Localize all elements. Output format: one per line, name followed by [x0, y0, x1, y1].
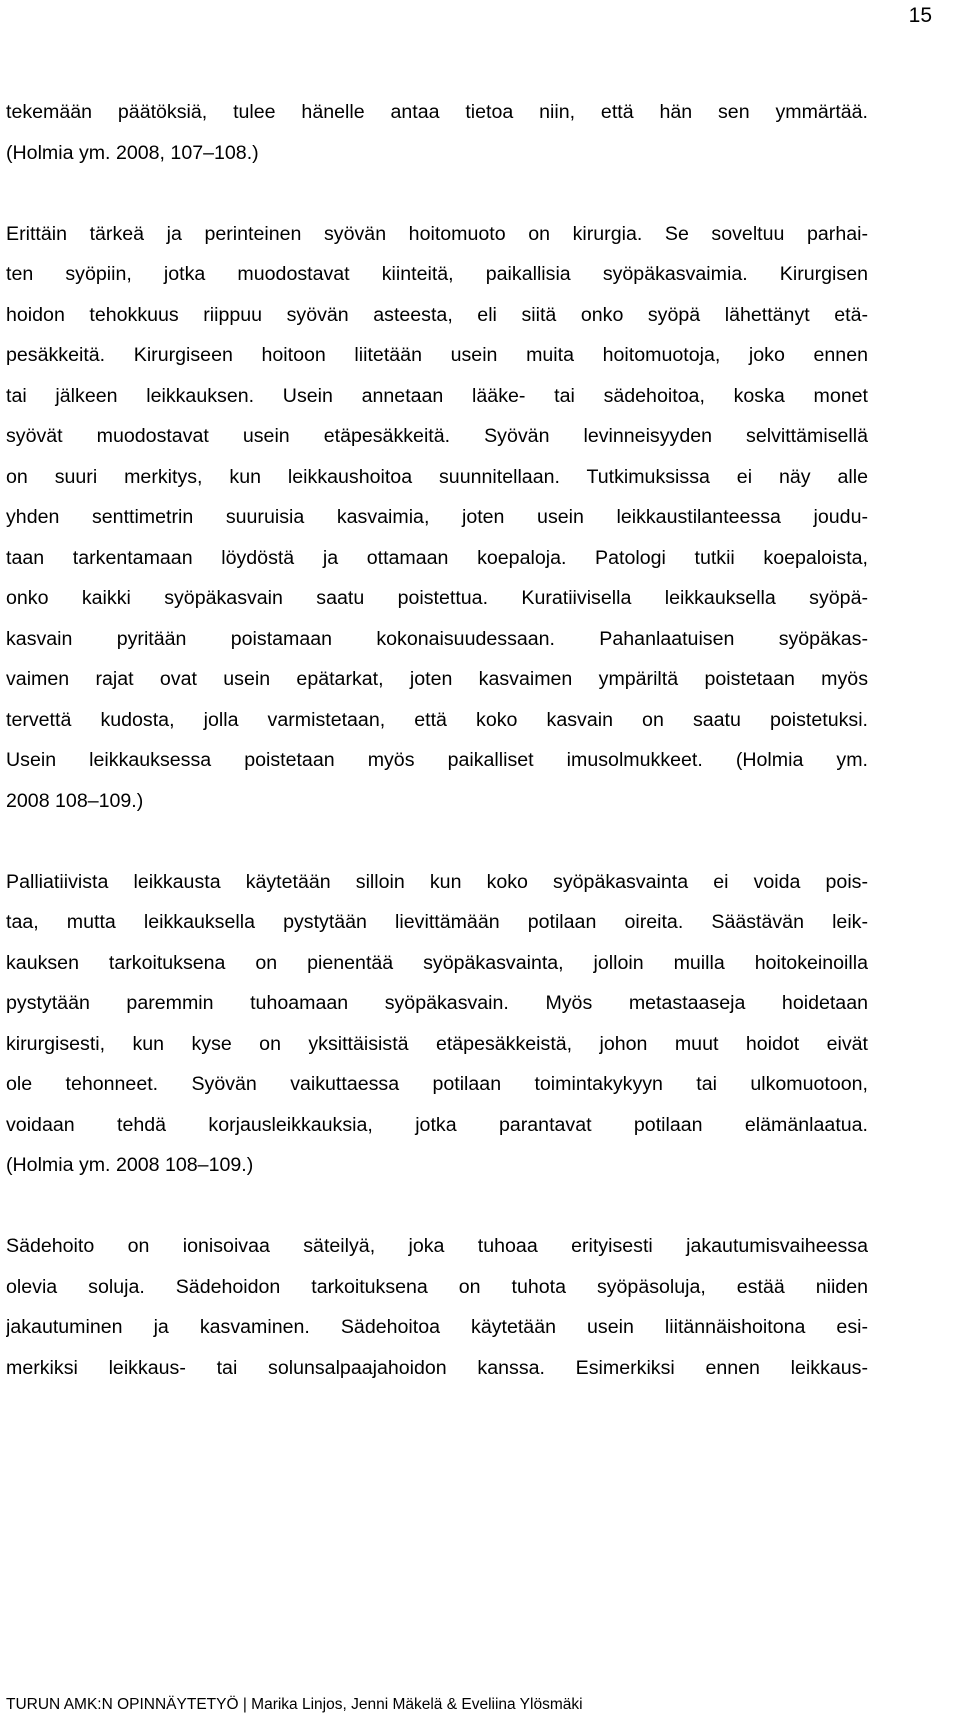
text-line: jakautuminen ja kasvaminen. Sädehoitoa käytetään usein liitännäishoitona esi-	[6, 1316, 868, 1338]
text-line: ten syöpiin, jotka muodostavat kiinteitä, paikallisia syöpäkasvaimia. Kirurgisen	[6, 263, 868, 285]
text-line: Sädehoito on ionisoivaa säteilyä, joka tuhoaa erityisesti jakautumisvaiheessa	[6, 1235, 868, 1257]
text-line: taa, mutta leikkauksella pystytään lievittämään potilaan oireita. Säästävän leik-	[6, 911, 868, 933]
paragraph	[6, 1226, 868, 1388]
text-line: tai jälkeen leikkauksen. Usein annetaan lääke- tai sädehoitoa, koska monet	[6, 384, 868, 407]
text-line: Usein leikkauksessa poistetaan myös paikalliset imusolmukkeet. (Holmia ym.	[6, 749, 868, 771]
text-line: on suuri merkitys, kun leikkaushoitoa suunnitellaan. Tutkimuksissa ei näy alle	[6, 465, 868, 488]
paragraph-gap	[6, 1186, 868, 1227]
text-line: onko kaikki syöpäkasvain saatu poistettua. Kuratiivisella leikkauksella syöpä-	[6, 587, 868, 609]
text-line: 2008 108–109.)	[6, 789, 144, 812]
text-line: pesäkkeitä. Kirurgiseen hoitoon liitetään usein muita hoitomuotoja, joko ennen	[6, 344, 868, 366]
text-line: ole tehonneet. Syövän vaikuttaessa potilaan toimintakykyyn tai ulkomuotoon,	[6, 1073, 868, 1095]
text-line: tekemään päätöksiä, tulee hänelle antaa tietoa niin, että hän sen ymmärtää.	[6, 101, 868, 123]
text-line: (Holmia ym. 2008, 107–108.)	[6, 141, 259, 164]
text-line: Erittäin tärkeä ja perinteinen syövän hoitomuoto on kirurgia. Se soveltuu parhai-	[6, 222, 868, 245]
text-line: kirurgisesti, kun kyse on yksittäisistä etäpesäkkeistä, johon muut hoidot eivät	[6, 1032, 868, 1055]
paragraph	[6, 214, 868, 822]
paragraph	[6, 92, 868, 173]
document-body	[6, 92, 868, 1388]
page-number: 15	[908, 4, 932, 27]
text-line: yhden senttimetrin suuruisia kasvaimia, joten usein leikkaustilanteessa joudu-	[6, 506, 868, 528]
text-line: syövät muodostavat usein etäpesäkkeitä. Syövän levinneisyyden selvittämisellä	[6, 425, 868, 447]
text-line: pystytään paremmin tuhoamaan syöpäkasvain. Myös metastaaseja hoidetaan	[6, 992, 868, 1014]
text-line: (Holmia ym. 2008 108–109.)	[6, 1154, 254, 1176]
text-line: merkiksi leikkaus- tai solunsalpaajahoidon kanssa. Esimerkiksi ennen leikkaus-	[6, 1356, 868, 1379]
footer: TURUN AMK:N OPINNÄYTETYÖ | Marika Linjos, Jenni Mäkelä & Eveliina Ylösmäki	[6, 1696, 583, 1713]
text-line: olevia soluja. Sädehoidon tarkoituksena on tuhota syöpäsoluja, estää niiden	[6, 1275, 868, 1298]
text-line: voidaan tehdä korjausleikkauksia, jotka parantavat potilaan elämänlaatua.	[6, 1113, 868, 1136]
paragraph-gap	[6, 821, 868, 862]
text-line: taan tarkentamaan löydöstä ja ottamaan koepaloja. Patologi tutkii koepaloista,	[6, 546, 868, 569]
text-line: hoidon tehokkuus riippuu syövän asteesta, eli siitä onko syöpä lähettänyt etä-	[6, 303, 868, 326]
text-line: Palliatiivista leikkausta käytetään silloin kun koko syöpäkasvainta ei voida pois-	[6, 870, 868, 893]
paragraph	[6, 862, 868, 1186]
text-line: kasvain pyritään poistamaan kokonaisuudessaan. Pahanlaatuisen syöpäkas-	[6, 627, 868, 650]
text-line: kauksen tarkoituksena on pienentää syöpäkasvainta, jolloin muilla hoitokeinoilla	[6, 951, 868, 974]
text-line: tervettä kudosta, jolla varmistetaan, että koko kasvain on saatu poistetuksi.	[6, 708, 868, 731]
text-line: vaimen rajat ovat usein epätarkat, joten kasvaimen ympäriltä poistetaan myös	[6, 668, 868, 690]
paragraph-gap	[6, 173, 868, 214]
